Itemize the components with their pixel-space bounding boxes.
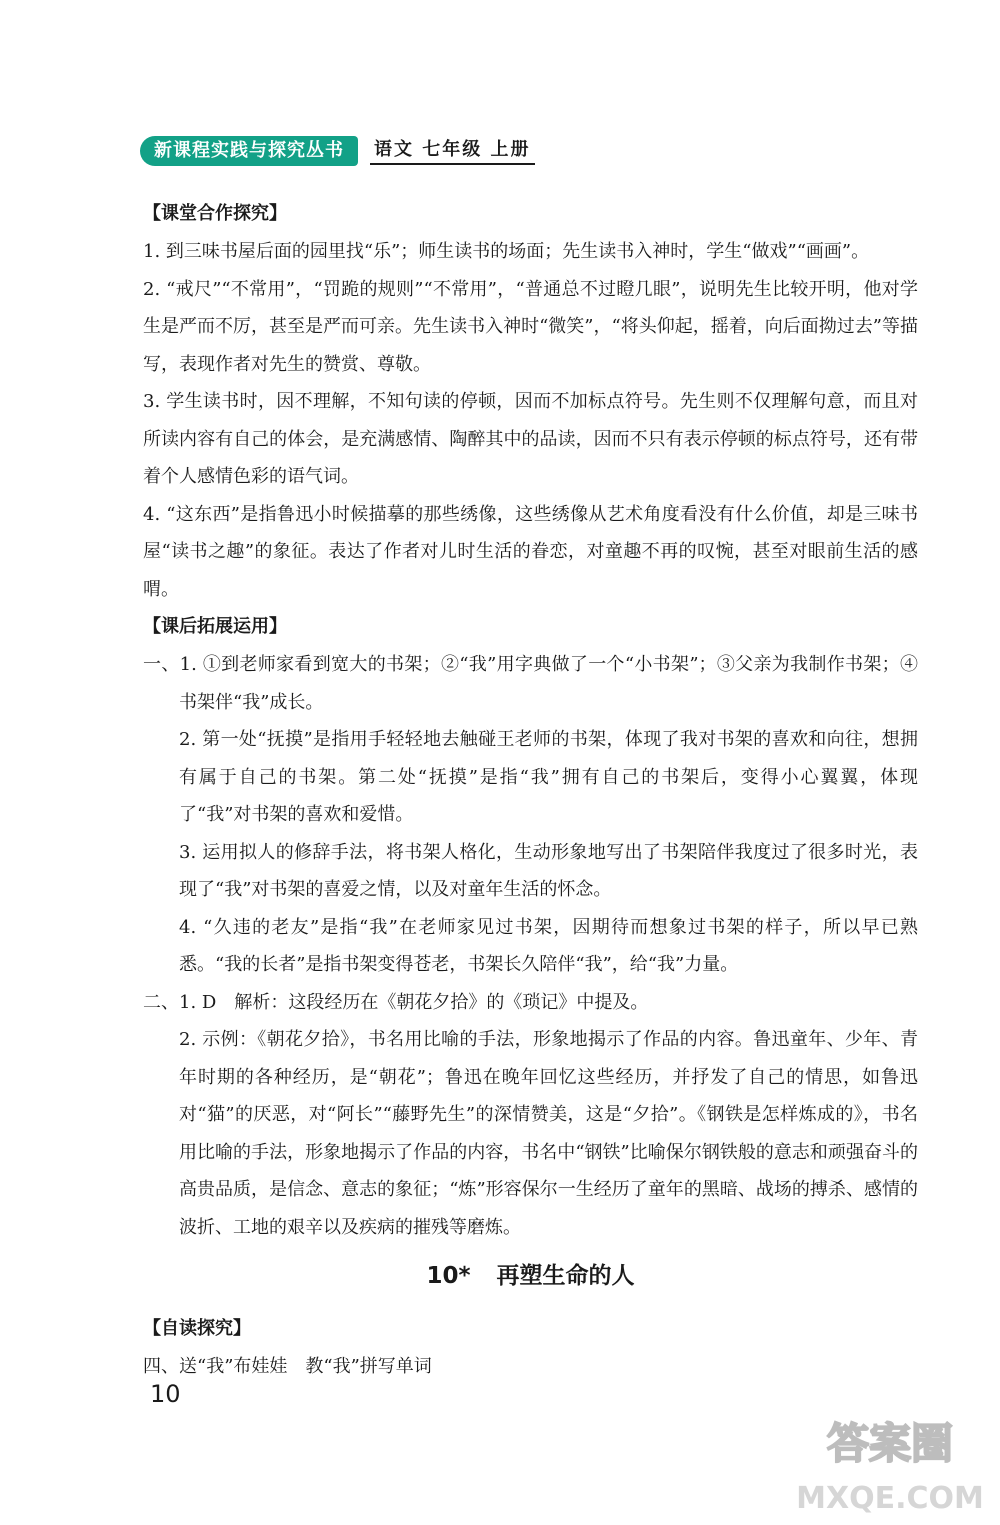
chapter-title [143,1256,918,1296]
watermark-text: 答案圈 [826,1419,954,1468]
answer-paragraph: 3. 运用拟人的修辞手法，将书架人格化，生动形象地写出了书架陪伴我度过了很多时光，表现了“我”对书架的喜爱之情，以及对童年生活的怀念。 [179,841,918,900]
watermark-logo [790,1408,990,1518]
section-heading-classroom: 【课堂合作探究】 [143,203,287,224]
page-content [143,195,918,1386]
running-header [140,134,535,168]
answer-paragraph: 2. 示例：《朝花夕拾》，书名用比喻的手法，形象地揭示了作品的内容。鲁迅童年、少年、青年时期的各种经历，是“朝花”；鲁迅在晚年回忆这些经历，并抒发了自己的情思，如鲁迅对“猫”的厌恶，对“阿长”“藤野先生”的深情赞美，这是“夕拾”。《钢铁是怎样炼成的》，书名用比喻的手法，形象地揭示了作品的内容，书名中“钢铁”比喻保尔钢铁般的意志和顽强奋斗的高贵品质，是信念、意志的象征；“炼”形容保尔一生经历了童年的黑暗、战场的搏杀、感情的波折、工地的艰辛以及疾病的摧残等磨炼。 [179,1029,918,1238]
answer-paragraph: 一、1. ①到老师家看到宽大的书架；②“我”用字典做了一个“小书架”；③父亲为我制作书架；④书架伴“我”成长。 [143,654,918,713]
section-heading-selfread: 【自读探究】 [143,1318,251,1339]
answer-paragraph: 1. 到三味书屋后面的园里找“乐”；师生读书的场面；先生读书入神时，学生“做戏”“画画”。 [143,241,870,262]
chapter-name: 再塑生命的人 [496,1263,635,1289]
answer-paragraph: 4. “这东西”是指鲁迅小时候描摹的那些绣像，这些绣像从艺术角度看没有什么价值，却是三味书屋“读书之趣”的象征。表达了作者对儿时生活的眷恋，对童趣不再的叹惋，甚至对眼前生活的感喟。 [143,503,918,600]
chapter-number: 10* [426,1263,471,1289]
page-number: 10 [150,1380,181,1408]
answer-paragraph: 3. 学生读书时，因不理解，不知句读的停顿，因而不加标点符号。先生则不仅理解句意，而且对所读内容有自己的体会，是充满感情、陶醉其中的品读，因而不只有表示停顿的标点符号，还有带着个人感情色彩的语气词。 [143,391,918,487]
section-heading-extension: 【课后拓展运用】 [143,616,287,637]
answer-paragraph: 2. “戒尺”“不常用”，“罚跪的规则”“不常用”，“普通总不过瞪几眼”，说明先生比较开明，他对学生是严而不厉，甚至是严而可亲。先生读书入神时“微笑”，“将头仰起，摇着，向后面拗过去”等描写，表现作者对先生的赞赏、尊敬。 [143,278,918,375]
subject-label: 语文 七年级 上册 [370,137,535,165]
answer-paragraph: 2. 第一处“抚摸”是指用手轻轻地去触碰王老师的书架，体现了我对书架的喜欢和向往，想拥有属于自己的书架。第二处“抚摸”是指“我”拥有自己的书架后，变得小心翼翼，体现了“我”对书架的喜欢和爱惜。 [179,729,918,825]
answer-paragraph: 4. “久违的老友”是指“我”在老师家见过书架，因期待而想象过书架的样子，所以早已熟悉。“我的长者”是指书架变得苍老，书架长久陪伴“我”，给“我”力量。 [179,916,918,975]
answer-paragraph: 二、1. D 解析：这段经历在《朝花夕拾》的《琐记》中提及。 [143,991,649,1013]
series-badge: 新课程实践与探究丛书 [140,136,358,166]
answer-paragraph: 四、送“我”布娃娃 教“我”拼写单词 [143,1356,432,1377]
watermark-url: MXQE.COM [796,1481,984,1516]
